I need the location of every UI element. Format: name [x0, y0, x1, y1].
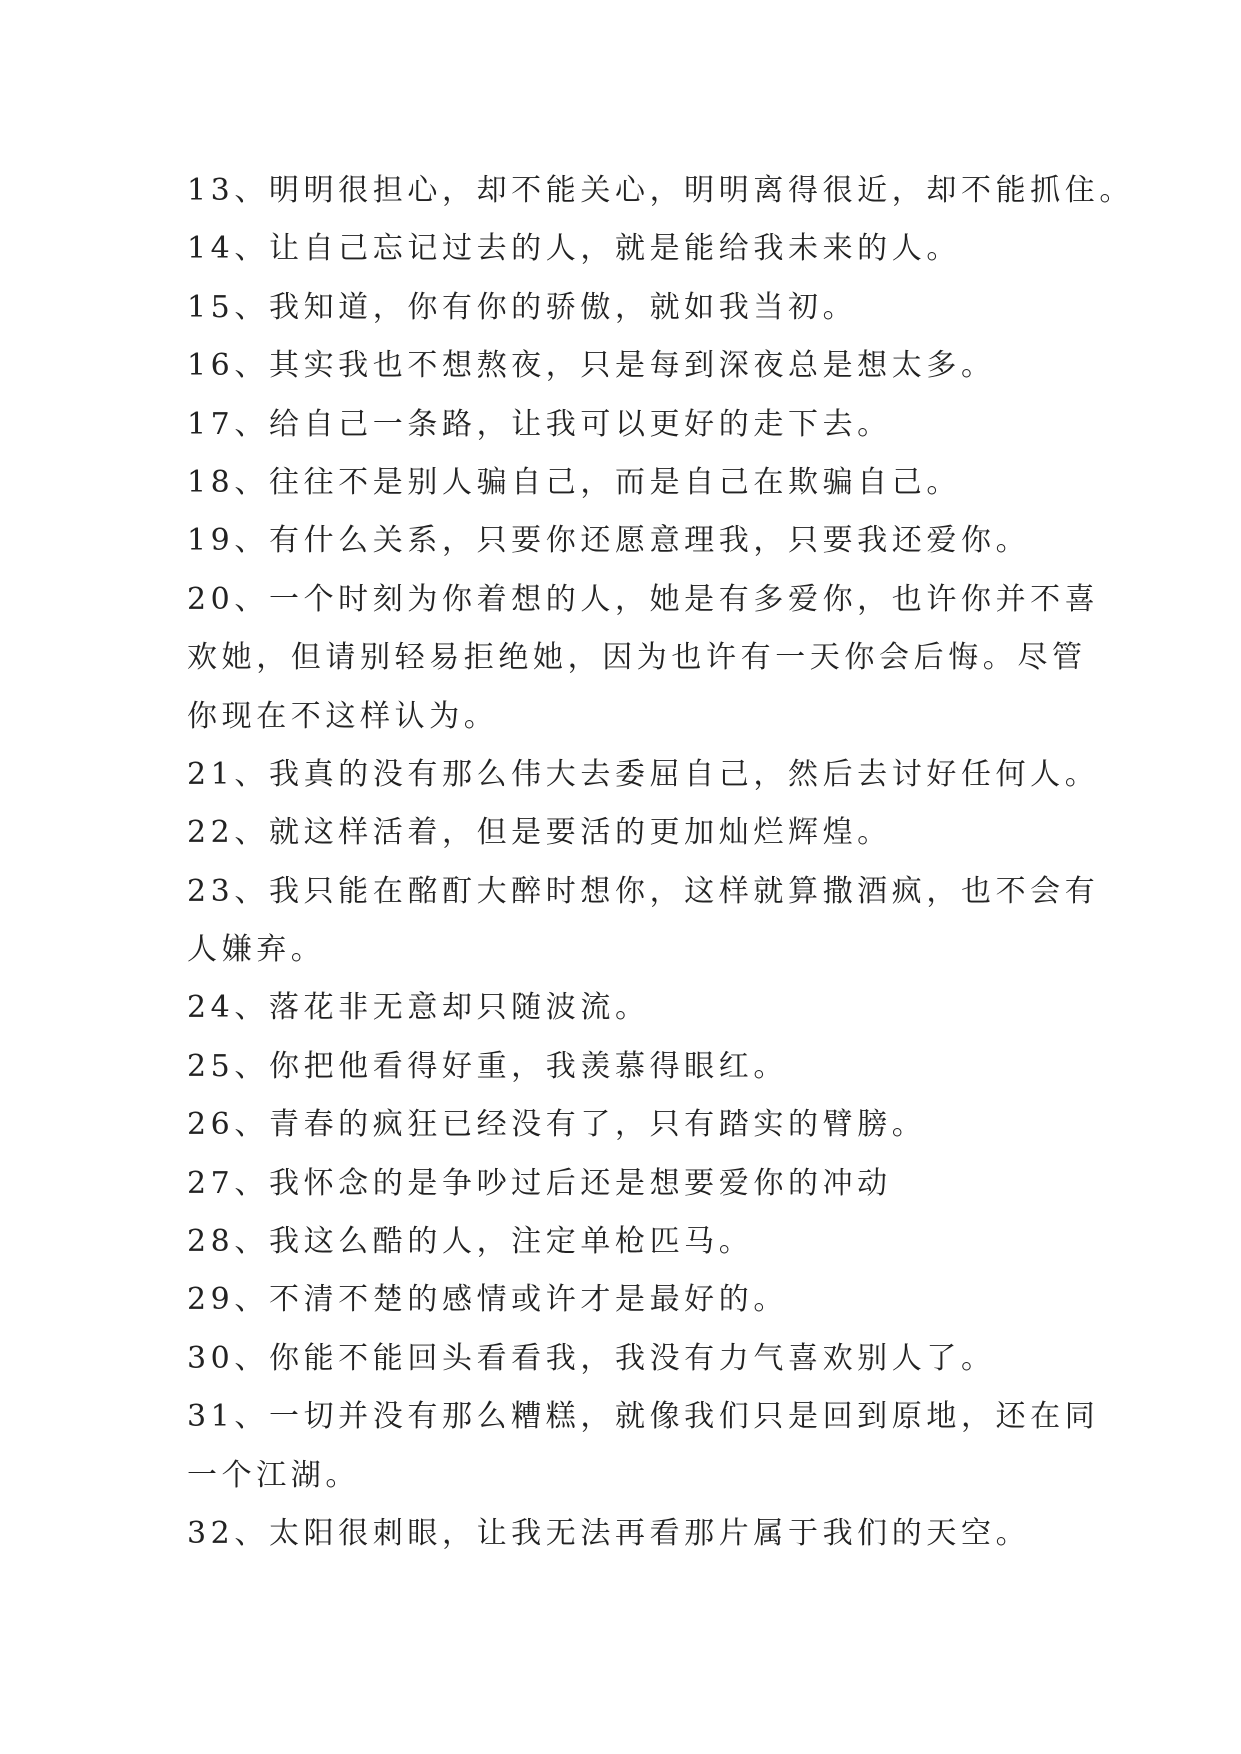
text-line: 30、你能不能回头看看我，我没有力气喜欢别人了。: [187, 1340, 996, 1376]
text-line: 26、青春的疯狂已经没有了，只有踏实的臂膀。: [187, 1107, 927, 1143]
text-line: 14、让自己忘记过去的人，就是能给我未来的人。: [187, 231, 961, 267]
text-line: 欢她，但请别轻易拒绝她，因为也许有一天你会后悔。尽管: [187, 640, 1087, 676]
text-line: 16、其实我也不想熬夜，只是每到深夜总是想太多。: [187, 348, 996, 384]
text-line: 一个江湖。: [187, 1457, 360, 1493]
text-line: 31、一切并没有那么糟糕，就像我们只是回到原地，还在同: [187, 1399, 1100, 1435]
text-line: 18、往往不是别人骗自己，而是自己在欺骗自己。: [187, 464, 961, 500]
text-line: 20、一个时刻为你着想的人，她是有多爱你，也许你并不喜: [187, 581, 1100, 617]
text-line: 19、有什么关系，只要你还愿意理我，只要我还爱你。: [187, 523, 1031, 559]
text-line: 17、给自己一条路，让我可以更好的走下去。: [187, 406, 892, 442]
text-line: 人嫌弃。: [187, 932, 326, 968]
text-line: 27、我怀念的是争吵过后还是想要爱你的冲动: [187, 1165, 892, 1201]
text-line: 15、我知道，你有你的骄傲，就如我当初。: [187, 289, 858, 325]
text-line: 你现在不这样认为。: [187, 698, 499, 734]
text-line: 28、我这么酷的人，注定单枪匹马。: [187, 1224, 754, 1260]
text-line: 24、落花非无意却只随波流。: [187, 990, 650, 1026]
text-line: 21、我真的没有那么伟大去委屈自己，然后去讨好任何人。: [187, 756, 1100, 792]
text-line: 25、你把他看得好重，我羡慕得眼红。: [187, 1048, 788, 1084]
text-line: 22、就这样活着，但是要活的更加灿烂辉煌。: [187, 815, 892, 851]
text-line: 32、太阳很刺眼，让我无法再看那片属于我们的天空。: [187, 1515, 1031, 1551]
text-line: 13、明明很担心，却不能关心，明明离得很近，却不能抓住。: [187, 173, 1134, 208]
document-body: [187, 162, 1134, 1563]
text-line: 29、不清不楚的感情或许才是最好的。: [187, 1282, 788, 1318]
text-line: 23、我只能在酩酊大醉时想你，这样就算撒酒疯，也不会有: [187, 873, 1100, 909]
